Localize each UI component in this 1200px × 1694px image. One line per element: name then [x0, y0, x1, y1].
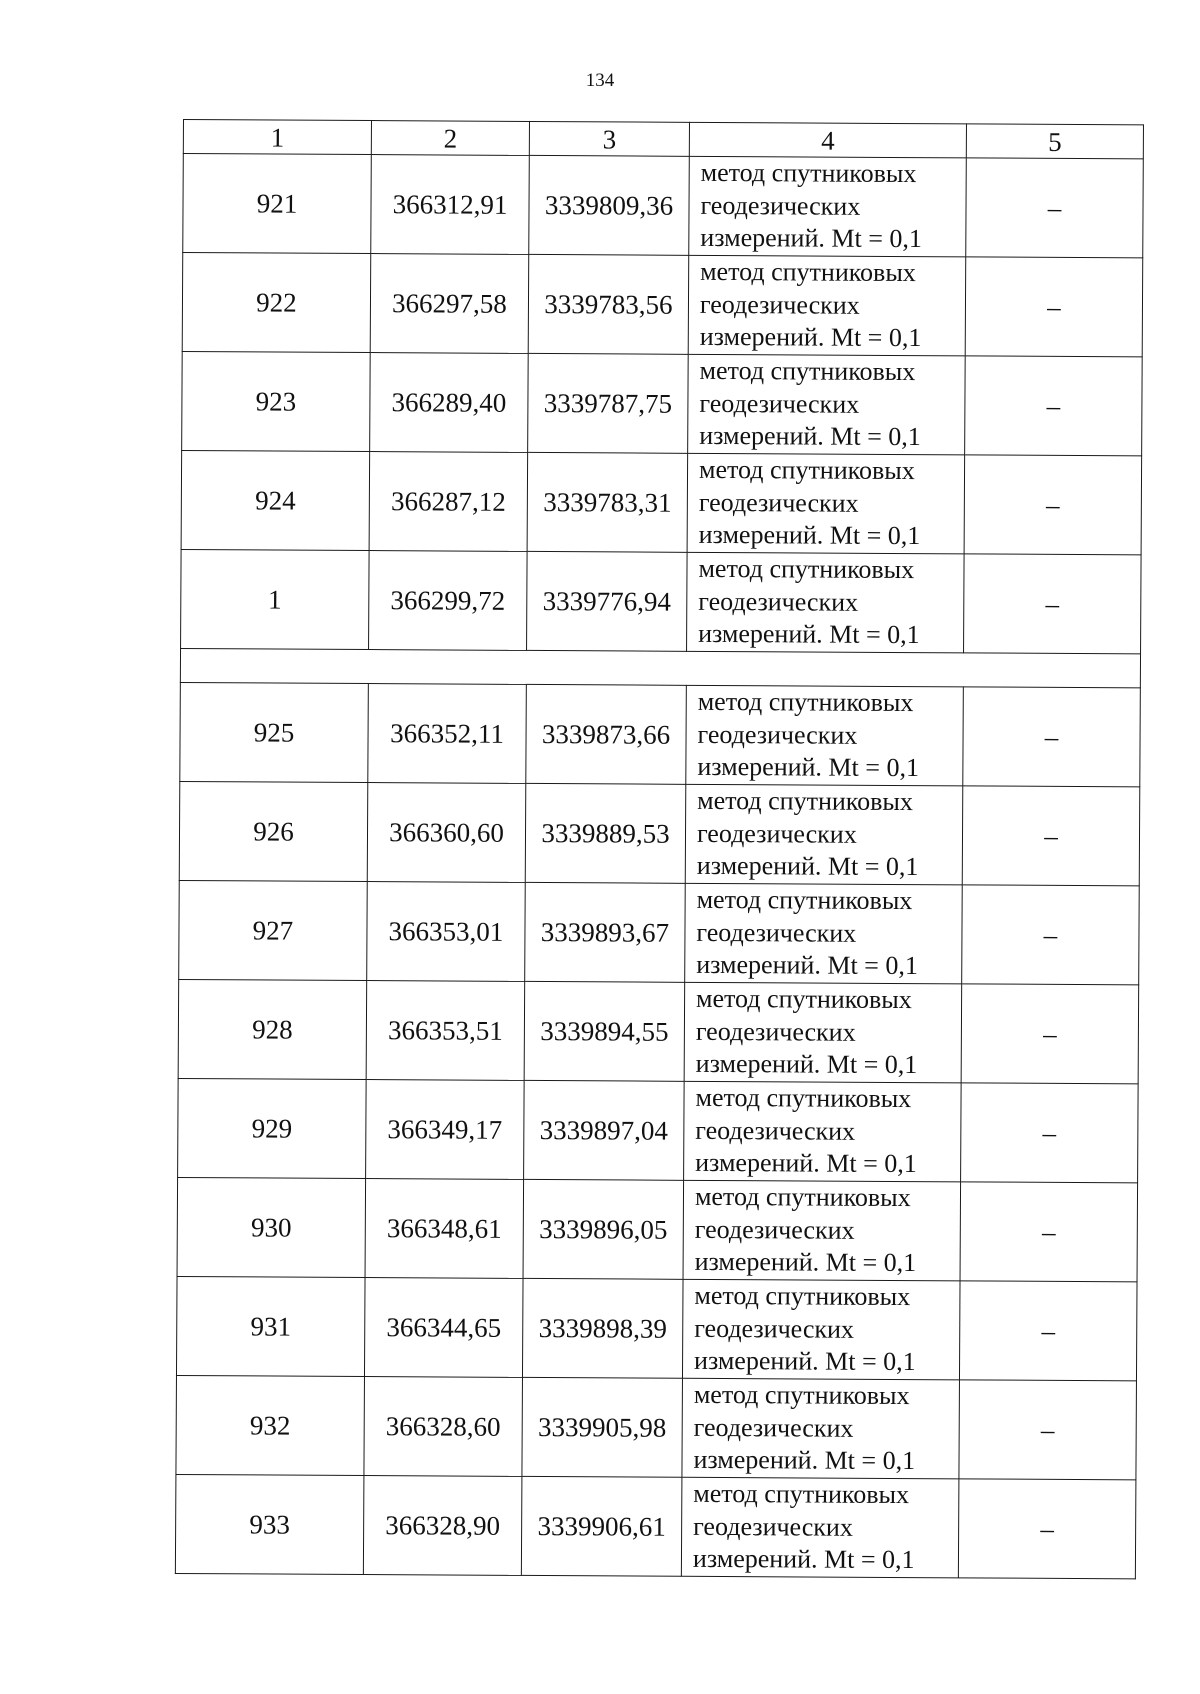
contour-separator-row — [180, 648, 1140, 687]
method-line: метод спутниковых — [696, 885, 913, 916]
note-cell: – — [961, 984, 1139, 1084]
table-row — [180, 682, 1141, 786]
table-row — [176, 1375, 1137, 1479]
method-line: геодезических — [698, 487, 859, 518]
y-coordinate-cell: 3339898,39 — [522, 1278, 683, 1378]
x-coordinate-cell: 366297,58 — [370, 254, 529, 354]
x-coordinate-cell: 366287,12 — [369, 452, 528, 552]
method-cell — [683, 1180, 961, 1281]
header-row — [183, 120, 1143, 159]
point-cell: 929 — [178, 1078, 367, 1178]
table-row — [176, 1276, 1137, 1380]
method-line: измерений. Mt = 0,1 — [692, 1544, 915, 1575]
contour-separator-cell — [180, 648, 1140, 687]
point-cell: 921 — [183, 154, 372, 254]
table-row — [178, 979, 1139, 1083]
method-line: геодезических — [693, 1511, 853, 1542]
method-line: измерений. Mt = 0,1 — [695, 1148, 917, 1179]
method-line: измерений. Mt = 0,1 — [700, 223, 923, 254]
coordinates-table — [175, 119, 1144, 1579]
method-line: измерений. Mt = 0,1 — [699, 322, 922, 353]
method-cell — [687, 453, 965, 554]
method-line: метод спутниковых — [700, 257, 916, 288]
note-cell: – — [958, 1479, 1136, 1579]
note-cell: – — [961, 1083, 1139, 1183]
table-row — [179, 781, 1140, 885]
method-line: геодезических — [694, 1313, 855, 1344]
method-cell — [684, 1081, 962, 1182]
y-coordinate-cell: 3339896,05 — [523, 1179, 684, 1279]
method-line: метод спутниковых — [698, 455, 915, 486]
note-cell: – — [966, 158, 1144, 258]
method-cell — [685, 784, 963, 885]
x-coordinate-cell: 366299,72 — [369, 551, 528, 651]
x-coordinate-cell: 366328,90 — [363, 1476, 522, 1576]
method-line: геодезических — [695, 1115, 856, 1146]
note-cell: – — [960, 1182, 1138, 1282]
method-line: геодезических — [693, 1412, 854, 1443]
method-cell — [682, 1279, 960, 1380]
point-cell: 930 — [177, 1177, 366, 1277]
y-coordinate-cell: 3339809,36 — [529, 155, 690, 255]
method-line: измерений. Mt = 0,1 — [696, 851, 919, 882]
x-coordinate-cell: 366312,91 — [371, 155, 530, 255]
method-cell — [686, 685, 964, 786]
x-coordinate-cell: 366344,65 — [364, 1278, 523, 1378]
y-coordinate-cell: 3339776,94 — [527, 551, 688, 651]
table-header — [183, 120, 1143, 159]
method-cell — [687, 552, 965, 653]
method-line: геодезических — [695, 1016, 856, 1047]
y-coordinate-cell: 3339783,31 — [527, 452, 688, 552]
method-line: геодезических — [696, 818, 857, 849]
table-row — [182, 351, 1143, 455]
point-cell: 928 — [178, 979, 367, 1079]
method-line: измерений. Mt = 0,1 — [693, 1346, 916, 1377]
point-cell: 933 — [175, 1474, 364, 1574]
method-line: метод спутниковых — [693, 1479, 910, 1510]
x-coordinate-cell: 366348,61 — [365, 1179, 524, 1279]
method-line: измерений. Mt = 0,1 — [696, 950, 918, 981]
x-coordinate-cell: 366349,17 — [366, 1080, 525, 1180]
note-cell: – — [965, 257, 1143, 357]
point-cell: 931 — [176, 1276, 365, 1376]
point-cell: 927 — [179, 880, 368, 980]
method-line: метод спутниковых — [694, 1281, 911, 1312]
y-coordinate-cell: 3339893,67 — [525, 882, 686, 982]
x-coordinate-cell: 366360,60 — [367, 783, 526, 883]
note-cell: – — [964, 455, 1142, 555]
note-cell: – — [963, 687, 1141, 787]
method-line: метод спутниковых — [693, 1380, 910, 1411]
note-cell: – — [962, 885, 1140, 985]
point-cell: 923 — [182, 351, 371, 451]
point-cell: 926 — [179, 781, 368, 881]
column-header-2: 2 — [371, 121, 529, 156]
method-line: метод спутниковых — [699, 356, 916, 387]
point-cell: 932 — [176, 1375, 365, 1475]
x-coordinate-cell: 366353,51 — [366, 981, 525, 1081]
method-line: измерений. Mt = 0,1 — [694, 1247, 917, 1278]
x-coordinate-cell: 366328,60 — [364, 1377, 523, 1477]
table-row — [178, 1078, 1139, 1182]
table-row — [182, 253, 1143, 357]
point-cell: 925 — [180, 682, 369, 782]
column-header-3: 3 — [529, 121, 689, 156]
method-line: метод спутниковых — [695, 1083, 912, 1114]
method-line: измерений. Mt = 0,1 — [698, 520, 921, 551]
x-coordinate-cell: 366289,40 — [370, 353, 529, 453]
method-cell — [682, 1378, 960, 1479]
method-line: геодезических — [699, 388, 860, 419]
note-cell: – — [962, 786, 1140, 886]
table-body — [175, 154, 1143, 1579]
method-line: метод спутниковых — [700, 158, 917, 189]
table-row — [181, 549, 1142, 653]
table-row — [179, 880, 1140, 984]
table-row — [175, 1474, 1136, 1578]
table-row — [177, 1177, 1138, 1281]
point-cell: 924 — [181, 450, 370, 550]
y-coordinate-cell: 3339905,98 — [522, 1377, 683, 1477]
x-coordinate-cell: 366352,11 — [368, 684, 527, 784]
method-line: геодезических — [698, 586, 859, 617]
x-coordinate-cell: 366353,01 — [367, 882, 526, 982]
method-line: метод спутниковых — [697, 687, 914, 718]
note-cell: – — [959, 1380, 1137, 1480]
y-coordinate-cell: 3339783,56 — [528, 254, 689, 354]
y-coordinate-cell: 3339906,61 — [521, 1476, 682, 1576]
method-line: измерений. Mt = 0,1 — [697, 752, 920, 783]
column-header-4: 4 — [689, 122, 966, 158]
point-cell: 1 — [181, 549, 370, 649]
table-row — [181, 450, 1142, 554]
method-line: геодезических — [700, 190, 861, 221]
method-cell — [684, 982, 962, 1083]
method-cell — [688, 354, 966, 455]
method-line: измерений. Mt = 0,1 — [698, 619, 920, 650]
column-header-1: 1 — [183, 120, 371, 155]
method-line: измерений. Mt = 0,1 — [699, 421, 921, 452]
page-number: 134 — [585, 70, 615, 91]
column-header-5: 5 — [966, 124, 1143, 159]
note-cell: – — [964, 554, 1142, 654]
method-line: измерений. Mt = 0,1 — [693, 1445, 916, 1476]
method-cell — [681, 1477, 959, 1578]
method-line: геодезических — [694, 1214, 855, 1245]
y-coordinate-cell: 3339897,04 — [524, 1080, 685, 1180]
y-coordinate-cell: 3339873,66 — [526, 684, 687, 784]
method-cell — [688, 255, 966, 356]
method-cell — [689, 156, 967, 257]
point-cell: 922 — [182, 253, 371, 353]
y-coordinate-cell: 3339894,55 — [524, 981, 685, 1081]
table-row — [183, 154, 1144, 258]
method-line: геодезических — [699, 289, 860, 320]
method-line: геодезических — [697, 719, 858, 750]
y-coordinate-cell: 3339787,75 — [528, 353, 689, 453]
note-cell: – — [959, 1281, 1137, 1381]
method-line: метод спутниковых — [697, 786, 913, 817]
method-line: метод спутниковых — [694, 1182, 911, 1213]
method-line: геодезических — [696, 917, 857, 948]
note-cell: – — [965, 356, 1143, 456]
method-cell — [685, 883, 963, 984]
method-line: метод спутниковых — [696, 984, 912, 1015]
y-coordinate-cell: 3339889,53 — [525, 783, 686, 883]
method-line: метод спутниковых — [698, 554, 915, 585]
method-line: измерений. Mt = 0,1 — [695, 1049, 918, 1080]
